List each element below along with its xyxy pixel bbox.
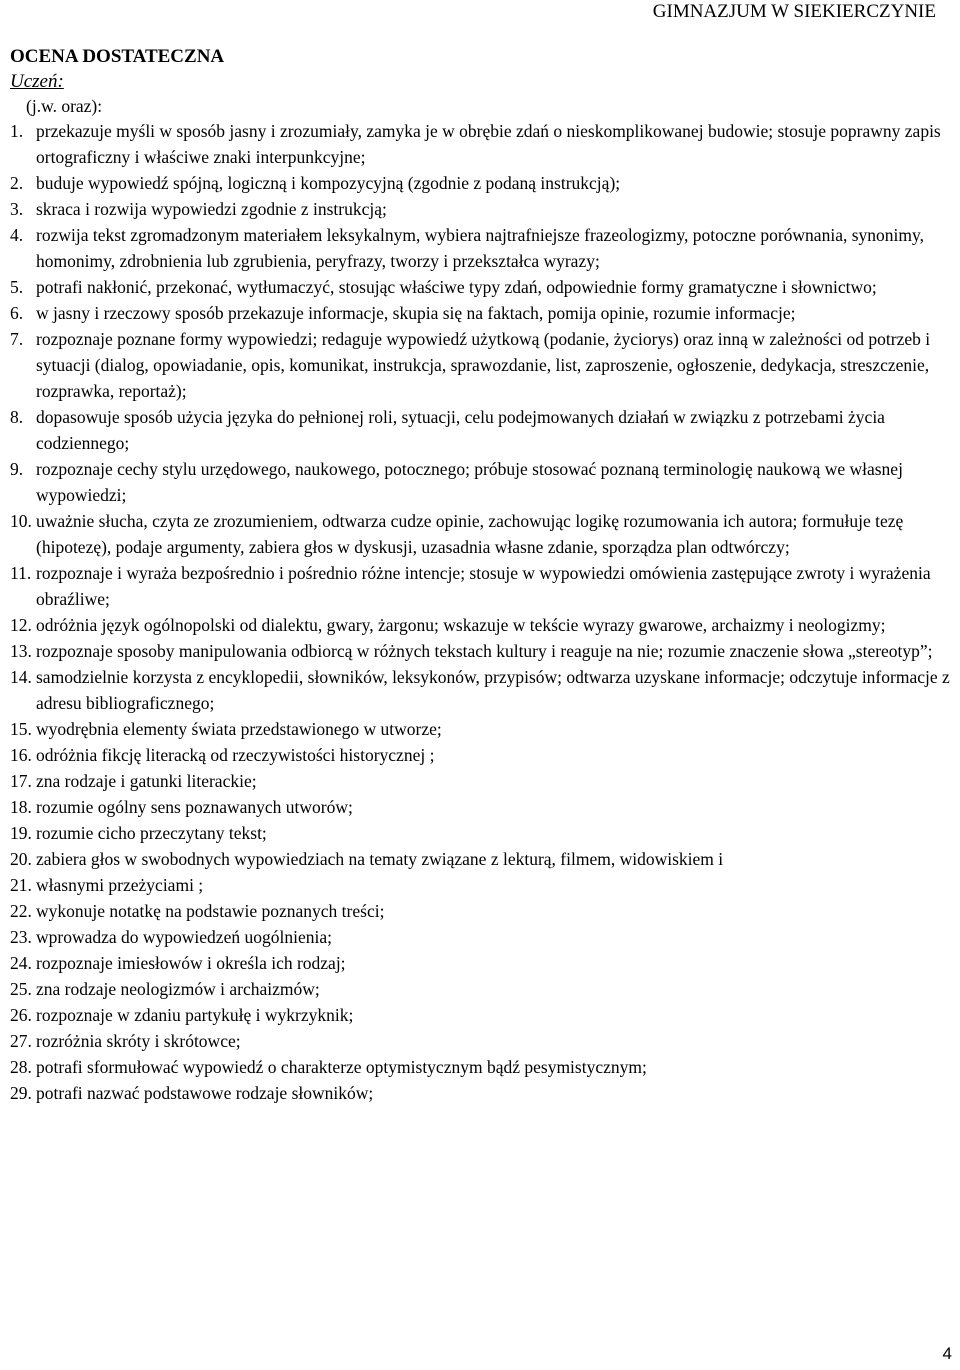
list-item — [10, 274, 955, 300]
list-item — [10, 1028, 955, 1054]
list-item-number: 15. — [10, 719, 32, 739]
list-item — [10, 638, 955, 664]
list-item-number: 9. — [10, 459, 24, 479]
list-item — [10, 508, 955, 560]
list-item-number: 25. — [10, 979, 32, 999]
list-item — [10, 170, 955, 196]
list-item-number: 4. — [10, 225, 24, 245]
list-item-text: potrafi nakłonić, przekonać, wytłumaczyć, stosując właściwe typy zdań, odpowiednie formy gramatyczne i słownictwo; — [36, 277, 877, 297]
list-item-text: dopasowuje sposób użycia języka do pełnionej roli, sytuacji, celu podejmowanych działań w związku z potrzebami życia codziennego; — [36, 407, 885, 453]
list-item — [10, 612, 955, 638]
list-item — [10, 924, 955, 950]
list-item-text: buduje wypowiedź spójną, logiczną i kompozycyjną (zgodnie z podaną instrukcją); — [36, 173, 621, 193]
list-item — [10, 196, 955, 222]
list-item-text: potrafi nazwać podstawowe rodzaje słowników; — [36, 1083, 374, 1103]
list-item-text: potrafi sformułować wypowiedź o charakterze optymistycznym bądź pesymistycznym; — [36, 1057, 647, 1077]
list-item-text: rozumie cicho przeczytany tekst; — [36, 823, 267, 843]
list-item-number: 10. — [10, 511, 32, 531]
list-item — [10, 326, 955, 404]
list-item — [10, 1080, 955, 1106]
list-item-number: 21. — [10, 875, 32, 895]
list-item-number: 6. — [10, 303, 24, 323]
list-item-text: zabiera głos w swobodnych wypowiedziach na tematy związane z lekturą, filmem, widowiskiem i — [36, 849, 724, 869]
list-item — [10, 664, 955, 716]
list-item-number: 26. — [10, 1005, 32, 1025]
list-item-number: 19. — [10, 823, 32, 843]
list-item — [10, 560, 955, 612]
document-body — [10, 44, 955, 1106]
document-header — [653, 0, 936, 24]
list-item-text: skraca i rozwija wypowiedzi zgodnie z instrukcją; — [36, 199, 387, 219]
list-item — [10, 456, 955, 508]
list-item-text: wprowadza do wypowiedzeń uogólnienia; — [36, 927, 332, 947]
list-item-text: uważnie słucha, czyta ze zrozumieniem, odtwarza cudze opinie, zachowując logikę rozumowania ich autora; formułuje tezę (hipotezę), podaje argumenty, zabiera głos w dyskusji, uzasadnia własne zdanie, sporządza plan odtwórczy; — [36, 511, 904, 557]
grade-title: OCENA DOSTATECZNA — [10, 46, 225, 67]
school-name: GIMNAZJUM W SIEKIERCZYNIE — [652, 1, 936, 22]
list-item — [10, 742, 955, 768]
list-item-number: 13. — [10, 641, 32, 661]
list-item-text: rozpoznaje i wyraża bezpośrednio i pośrednio różne intencje; stosuje w wypowiedzi omówienia zastępujące zwroty i wyrażenia obraźliwe; — [36, 563, 931, 609]
list-item — [10, 1054, 955, 1080]
list-item-text: rozumie ogólny sens poznawanych utworów; — [36, 797, 353, 817]
list-item-text: rozpoznaje poznane formy wypowiedzi; redaguje wypowiedź użytkową (podanie, życiorys) oraz inną w zależności od potrzeb i sytuacji (dialog, opowiadanie, opis, komunikat, instrukcja, sprawozdanie, list, zaproszenie, ogłoszenie, dedykacja, streszczenie, rozprawka, reportaż); — [36, 329, 931, 401]
list-item-number: 16. — [10, 745, 32, 765]
list-item-text: rozróżnia skróty i skrótowce; — [36, 1031, 241, 1051]
list-item-number: 22. — [10, 901, 32, 921]
requirements-list — [10, 118, 955, 1106]
list-item-text: zna rodzaje neologizmów i archaizmów; — [36, 979, 320, 999]
list-item-number: 23. — [10, 927, 32, 947]
list-item — [10, 950, 955, 976]
list-item-text: rozpoznaje w zdaniu partykułę i wykrzyknik; — [36, 1005, 354, 1025]
list-item-text: w jasny i rzeczowy sposób przekazuje informacje, skupia się na faktach, pomija opinie, rozumie informacje; — [36, 303, 796, 323]
list-item-number: 29. — [10, 1083, 32, 1103]
list-item-text: zna rodzaje i gatunki literackie; — [36, 771, 257, 791]
list-item-number: 24. — [10, 953, 32, 973]
list-item-text: przekazuje myśli w sposób jasny i zrozumiały, zamyka je w obrębie zdań o nieskomplikowanej budowie; stosuje poprawny zapis ortograficzny i właściwe znaki interpunkcyjne; — [36, 121, 941, 167]
page-number: 4 — [942, 1344, 952, 1363]
list-item-text: odróżnia fikcję literacką od rzeczywistości historycznej ; — [36, 745, 435, 765]
list-item-number: 3. — [10, 199, 24, 219]
list-item-text: wykonuje notatkę na podstawie poznanych treści; — [36, 901, 385, 921]
list-item-text: wyodrębnia elementy świata przedstawionego w utworze; — [36, 719, 442, 739]
list-item-text: rozpoznaje sposoby manipulowania odbiorcą w różnych tekstach kultury i reaguje na nie; rozumie znaczenie słowa „stereotyp”; — [36, 641, 933, 661]
list-item — [10, 976, 955, 1002]
list-item-text: samodzielnie korzysta z encyklopedii, słowników, leksykonów, przypisów; odtwarza uzyskane informacje; odczytuje informacje z adresu bibliograficznego; — [36, 667, 950, 713]
list-item-number: 5. — [10, 277, 24, 297]
intro-note: (j.w. oraz): — [26, 96, 103, 116]
list-item — [10, 300, 955, 326]
list-item-text: rozwija tekst zgromadzonym materiałem leksykalnym, wybiera najtrafniejsze frazeologizmy, potoczne porównania, synonimy, homonimy, zdrobnienia lub zgrubienia, peryfrazy, tworzy i przekształca wyrazy; — [36, 225, 924, 271]
list-item-number: 14. — [10, 667, 32, 687]
list-item — [10, 404, 955, 456]
list-item-number: 7. — [10, 329, 24, 349]
list-item-number: 12. — [10, 615, 32, 635]
list-item — [10, 222, 955, 274]
list-item-number: 2. — [10, 173, 24, 193]
list-item — [10, 846, 955, 872]
list-item-number: 1. — [10, 121, 24, 141]
list-item — [10, 820, 955, 846]
list-item-number: 20. — [10, 849, 32, 869]
list-item — [10, 1002, 955, 1028]
list-item-number: 17. — [10, 771, 32, 791]
list-item — [10, 794, 955, 820]
list-item-number: 18. — [10, 797, 32, 817]
list-item-number: 8. — [10, 407, 24, 427]
list-item — [10, 872, 955, 898]
subject-label: Uczeń: — [10, 71, 64, 92]
list-item-text: własnymi przeżyciami ; — [36, 875, 204, 895]
list-item — [10, 768, 955, 794]
list-item-number: 11. — [10, 563, 32, 583]
list-item-text: rozpoznaje imiesłowów i określa ich rodzaj; — [36, 953, 346, 973]
list-item — [10, 716, 955, 742]
list-item — [10, 898, 955, 924]
list-item — [10, 118, 955, 170]
list-item-number: 28. — [10, 1057, 32, 1077]
list-item-number: 27. — [10, 1031, 32, 1051]
list-item-text: odróżnia język ogólnopolski od dialektu, gwary, żargonu; wskazuje w tekście wyrazy gwarowe, archaizmy i neologizmy; — [36, 615, 886, 635]
list-item-text: rozpoznaje cechy stylu urzędowego, naukowego, potocznego; próbuje stosować poznaną terminologię naukową we własnej wypowiedzi; — [36, 459, 903, 505]
